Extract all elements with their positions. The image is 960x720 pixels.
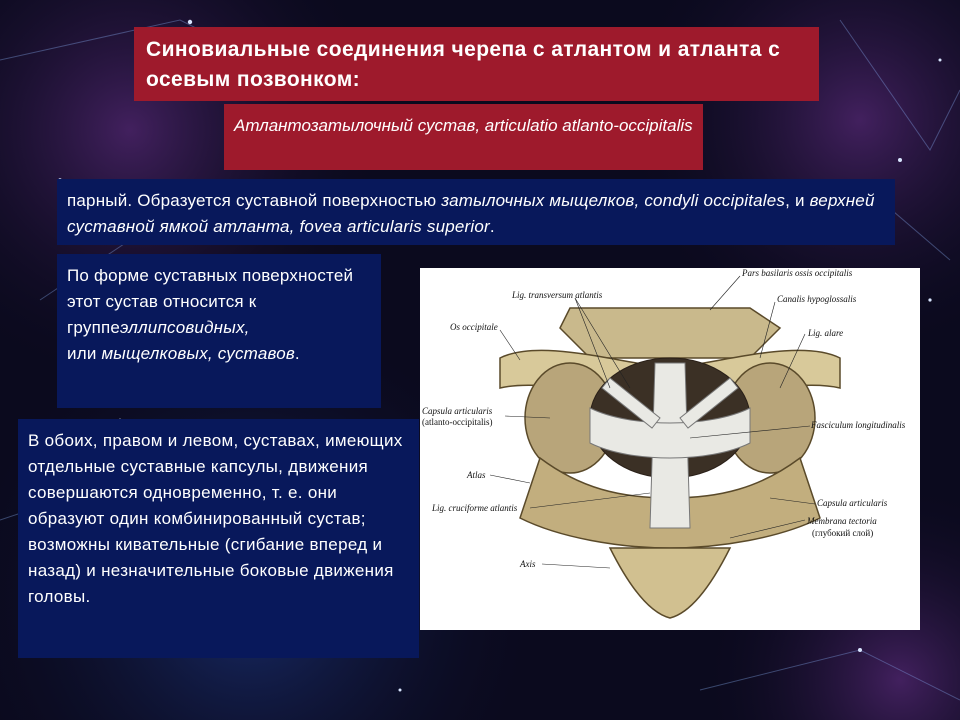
para2-text-5: .: [294, 344, 300, 363]
label-atlanto-occipitalis: (atlanto-occipitalis): [422, 417, 493, 427]
para2-ellipsoid: эллипсовидных,: [120, 318, 250, 337]
slide-title: Синовиальные соединения черепа с атлантом и атланта с осевым позвонком:: [134, 27, 819, 101]
label-capsula-articularis-right: Capsula articularis: [817, 498, 888, 508]
para1-text-3: , и: [785, 191, 810, 210]
label-lig-cruciforme: Lig. cruciforme atlantis: [432, 503, 518, 513]
para2-condylar: мыщелковых, суставов: [101, 344, 295, 363]
label-canalis-hypoglossalis: Canalis hypoglossalis: [777, 294, 857, 304]
label-pars-basilaris: Pars basilaris ossis occipitalis: [742, 268, 853, 278]
joint-description: [57, 179, 895, 245]
joint-shape-text: [57, 254, 381, 408]
para1-text-5: .: [489, 217, 495, 236]
label-axis: Axis: [520, 559, 536, 569]
label-lig-alare: Lig. alare: [808, 328, 844, 338]
movement-text: В обоих, правом и левом, суставах, имеющих отдельные суставные капсулы, движения совершаются одновременно, т. е. они образуют один комбинированный сустав; возможны кивательные (сгибание вперед и назад) и незначительные боковые движения головы.: [18, 419, 419, 658]
para2-text-3: или: [67, 344, 102, 363]
label-os-occipitale: Os occipitale: [450, 322, 498, 332]
joint-subtitle: Атлантозатылочный сустав, articulatio atlanto-occipitalis: [224, 104, 703, 170]
label-fasciculum-longitudinalis: Fasciculum longitudinalis: [811, 420, 906, 430]
label-deep-layer: (глубокий слой): [812, 528, 874, 538]
label-membrana-tectoria: Membrana tectoria: [807, 516, 877, 526]
anatomy-illustration: [420, 268, 920, 630]
para1-fovea: верхней суставной ямкой атланта, fovea articularis superior: [67, 191, 875, 236]
label-capsula-articularis-left: Capsula articularis: [422, 406, 493, 416]
label-lig-transversum: Lig. transversum atlantis: [512, 290, 603, 300]
para1-text-1: парный. Образуется суставной поверхностью: [67, 191, 442, 210]
para2-text-1: По форме суставных поверхностей этот сустав относится к группе: [67, 266, 354, 337]
label-atlas: Atlas: [467, 470, 486, 480]
para1-condyli: затылочных мыщелков, condyli occipitales: [441, 191, 786, 210]
